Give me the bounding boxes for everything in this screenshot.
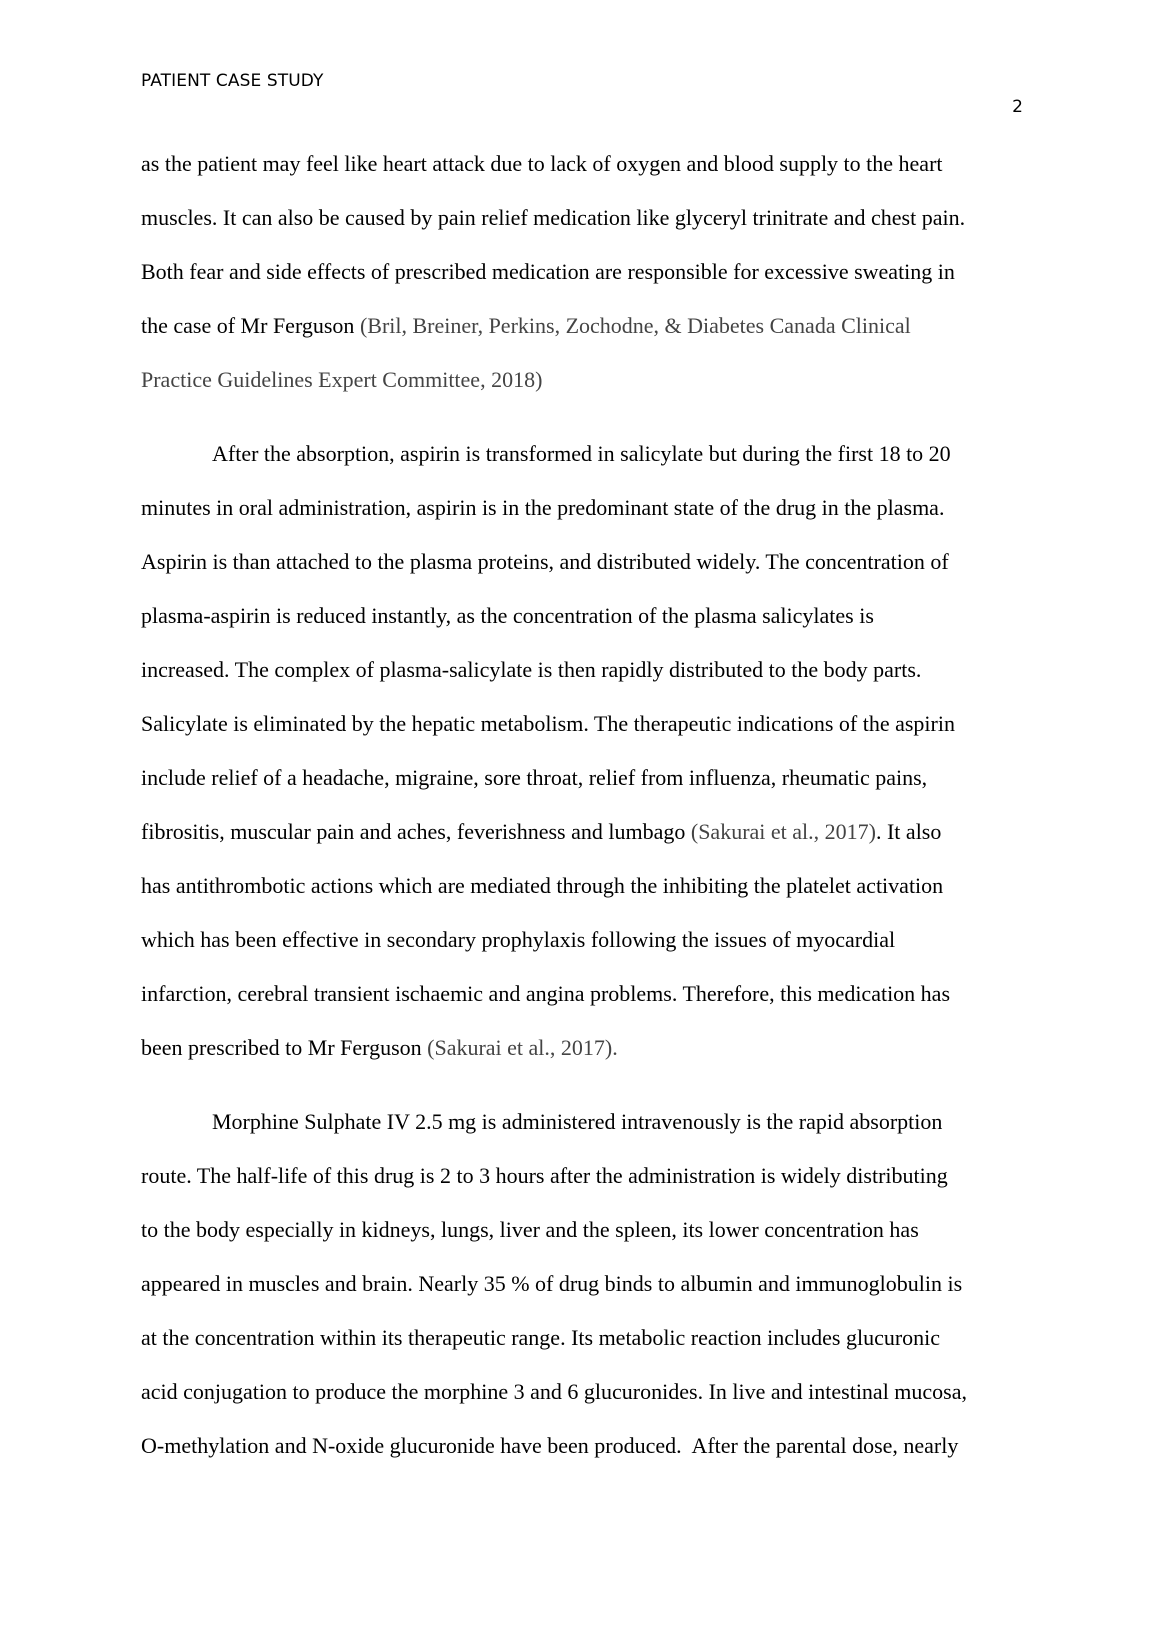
text-run: plasma-aspirin is reduced instantly, as the concentration of the plasma salicylates is — [141, 603, 874, 628]
text-run: include relief of a headache, migraine, sore throat, relief from influenza, rheumatic pains, — [141, 765, 928, 790]
text-line — [141, 1207, 1041, 1261]
text-line — [141, 141, 1041, 195]
text-line — [141, 755, 1041, 809]
citation: Practice Guidelines Expert Committee, 2018) — [141, 367, 543, 392]
text-run: Morphine Sulphate IV 2.5 mg is administered intravenously is the rapid absorption — [212, 1109, 943, 1134]
text-line — [141, 917, 1041, 971]
text-run: . — [612, 1035, 618, 1060]
text-run: appeared in muscles and brain. Nearly 35 % of drug binds to albumin and immunoglobulin is — [141, 1271, 963, 1296]
text-run: the case of Mr Ferguson — [141, 313, 360, 338]
text-run: After the absorption, aspirin is transformed in salicylate but during the first 18 to 20 — [212, 441, 951, 466]
text-run: at the concentration within its therapeutic range. Its metabolic reaction includes glucuronic — [141, 1325, 941, 1350]
text-run: fibrositis, muscular pain and aches, feverishness and lumbago — [141, 819, 691, 844]
text-line — [141, 1099, 1041, 1153]
page-number: 2 — [1012, 97, 1023, 117]
text-line — [141, 303, 1041, 357]
text-run: which has been effective in secondary prophylaxis following the issues of myocardial — [141, 927, 896, 952]
text-run: Both fear and side effects of prescribed medication are responsible for excessive sweating in — [141, 259, 955, 284]
paragraph-aspirin — [141, 431, 1041, 1079]
text-run: infarction, cerebral transient ischaemic and angina problems. Therefore, this medication has — [141, 981, 951, 1006]
body-text — [141, 141, 1041, 1477]
paragraph-sweating — [141, 141, 1041, 411]
citation: (Sakurai et al., 2017) — [427, 1035, 613, 1060]
text-run: O-methylation and N-oxide glucuronide have been produced. After the parental dose, nearly — [141, 1433, 959, 1458]
text-run: route. The half-life of this drug is 2 to 3 hours after the administration is widely distributing — [141, 1163, 948, 1188]
text-line — [141, 1261, 1041, 1315]
text-line — [141, 539, 1041, 593]
text-line — [141, 647, 1041, 701]
text-line — [141, 357, 1041, 411]
text-run: increased. The complex of plasma-salicylate is then rapidly distributed to the body parts. — [141, 657, 922, 682]
text-run: Aspirin is than attached to the plasma proteins, and distributed widely. The concentration of — [141, 549, 949, 574]
text-line — [141, 485, 1041, 539]
citation: (Bril, Breiner, Perkins, Zochodne, & Diabetes Canada Clinical — [359, 313, 911, 338]
text-run: has antithrombotic actions which are mediated through the inhibiting the platelet activation — [141, 873, 944, 898]
text-run: Salicylate is eliminated by the hepatic metabolism. The therapeutic indications of the aspirin — [141, 711, 955, 736]
running-head: PATIENT CASE STUDY — [141, 71, 324, 91]
text-run: as the patient may feel like heart attack due to lack of oxygen and blood supply to the heart — [141, 151, 943, 176]
text-line — [141, 809, 1041, 863]
text-run: to the body especially in kidneys, lungs, liver and the spleen, its lower concentration has — [141, 1217, 919, 1242]
text-line — [141, 249, 1041, 303]
text-line — [141, 195, 1041, 249]
text-line — [141, 701, 1041, 755]
text-line — [141, 593, 1041, 647]
text-line — [141, 1423, 1041, 1477]
text-run: acid conjugation to produce the morphine 3 and 6 glucuronides. In live and intestinal mucosa, — [141, 1379, 968, 1404]
text-run: been prescribed to Mr Ferguson — [141, 1035, 428, 1060]
text-line — [141, 971, 1041, 1025]
text-line — [141, 863, 1041, 917]
text-line — [141, 1153, 1041, 1207]
text-line — [141, 431, 1041, 485]
text-run: muscles. It can also be caused by pain relief medication like glyceryl trinitrate and chest pain. — [141, 205, 966, 230]
text-line — [141, 1369, 1041, 1423]
citation: (Sakurai et al., 2017) — [690, 819, 876, 844]
paragraph-morphine — [141, 1099, 1041, 1477]
text-line — [141, 1025, 1041, 1079]
text-line — [141, 1315, 1041, 1369]
text-run: minutes in oral administration, aspirin is in the predominant state of the drug in the plasma. — [141, 495, 945, 520]
text-run: . It also — [875, 819, 942, 844]
